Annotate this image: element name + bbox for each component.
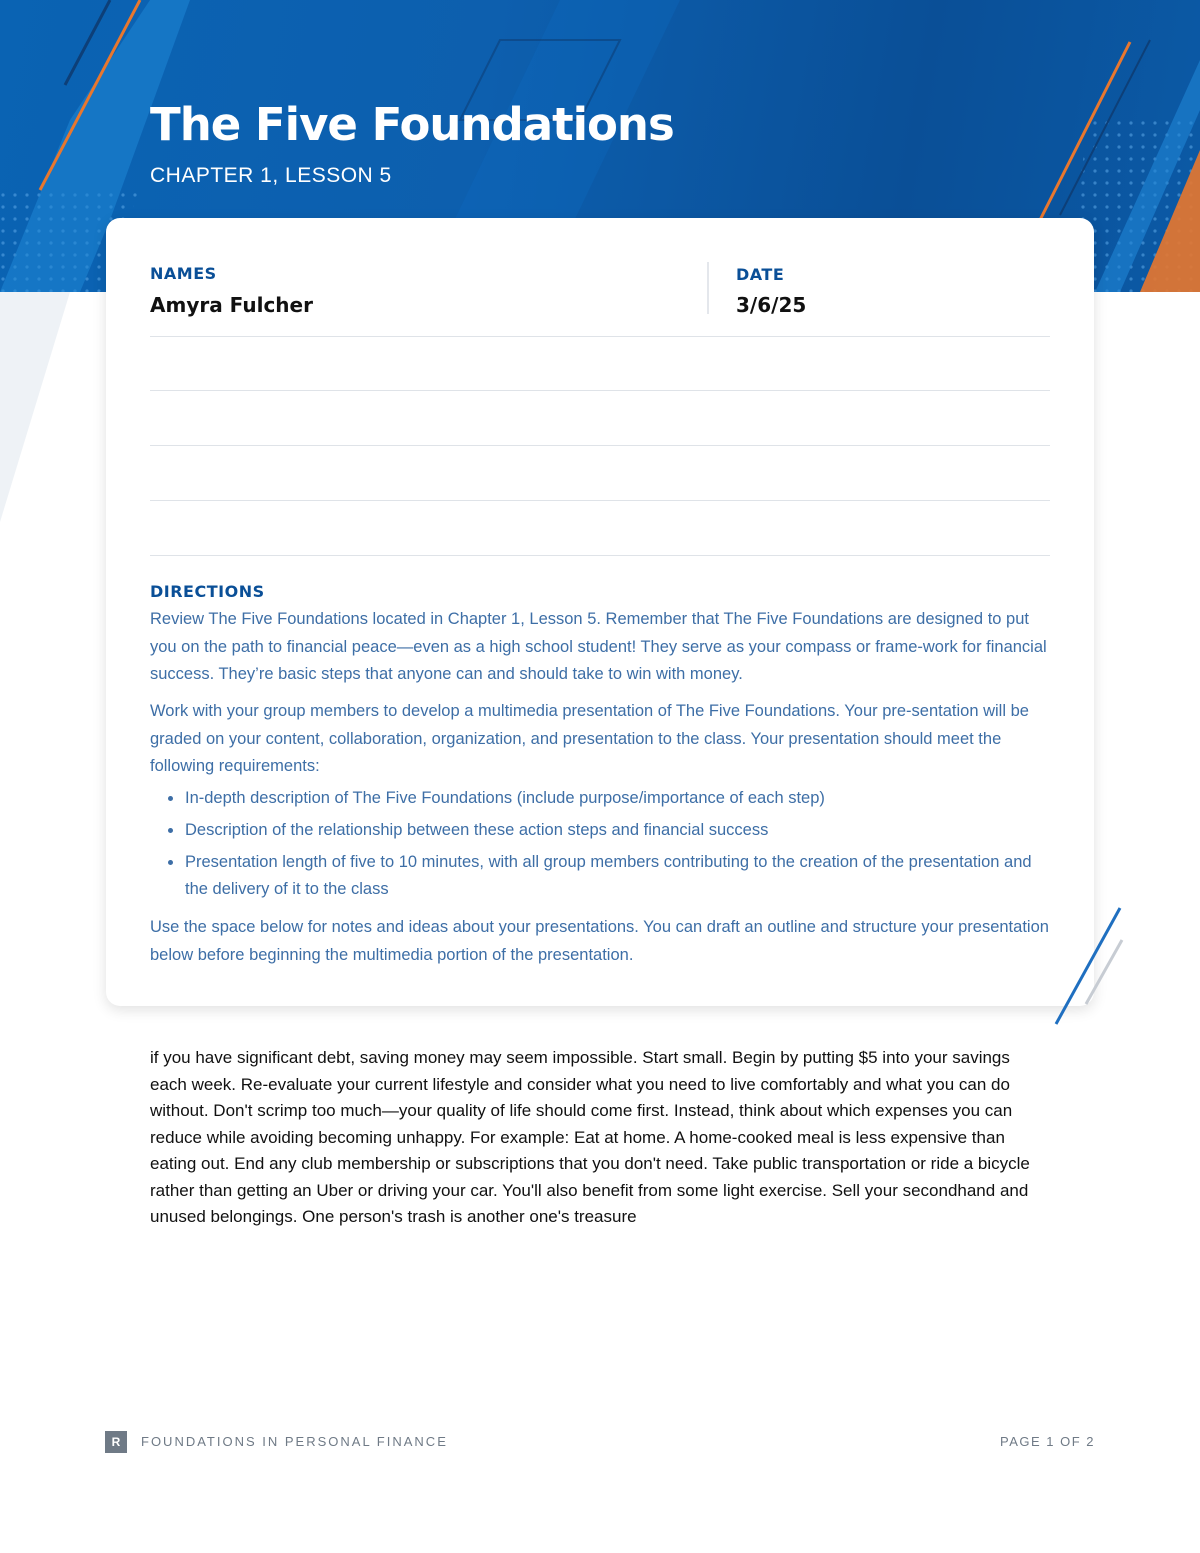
brand-logo-icon: R: [105, 1431, 127, 1453]
requirements-list: [150, 785, 1052, 908]
footer-course-title: FOUNDATIONS IN PERSONAL FINANCE: [141, 1434, 448, 1449]
name-line: [150, 500, 1050, 501]
directions-paragraph: Use the space below for notes and ideas about your presentations. You can draft an outline and structure your presentation below before beginning the multimedia portion of the presentation.: [150, 918, 1049, 964]
directions-paragraph: Work with your group members to develop a multimedia presentation of The Five Foundations. Your pre-sentation will be graded on your content, collaboration, organization, and presentation to the class. Your presentation should meet the following requirements:: [150, 702, 1029, 775]
student-notes[interactable]: if you have significant debt, saving money may seem impossible. Start small. Begin by putting $5 into your savings each week. Re-evaluate your current lifestyle and consider what you need to live comfortably and what you can do without. Don't scrimp too much—your quality of life should come first. Instead, think about which expenses you can reduce while avoiding becoming unhappy. For example: Eat at home. A home-cooked meal is less expensive than eating out. End any club membership or subscriptions that you don't need. Take public transportation or ride a bicycle rather than getting an Uber or driving your car. You'll also benefit from some light exercise. Sell your secondhand and unused belongings. One person's trash is another one's treasure: [150, 1048, 1030, 1226]
name-line: [150, 390, 1050, 391]
directions-paragraph: Review The Five Foundations located in Chapter 1, Lesson 5. Remember that The Five Foundations are designed to put you on the path to financial peace—even as a high school student! They serve as your compass or frame-work for financial success. They’re basic steps that anyone can and should take to win with money.: [150, 610, 1047, 683]
names-label: NAMES: [150, 264, 217, 283]
field-divider: [707, 262, 709, 314]
name-line: [150, 336, 1050, 337]
directions-heading: DIRECTIONS: [150, 582, 265, 601]
date-field[interactable]: 3/6/25: [736, 293, 807, 317]
list-item: Description of the relationship between these action steps and financial success: [150, 817, 1052, 844]
date-label: DATE: [736, 265, 785, 284]
name-line: [150, 445, 1050, 446]
list-item: Presentation length of five to 10 minutes, with all group members contributing to the creation of the presentation and the delivery of it to the class: [150, 849, 1052, 903]
worksheet-card: [106, 218, 1094, 1006]
list-item: In-depth description of The Five Foundations (include purpose/importance of each step): [150, 785, 1052, 812]
page-number: PAGE 1 OF 2: [999, 1434, 1095, 1449]
names-field[interactable]: Amyra Fulcher: [150, 293, 313, 317]
card-corner-decoration: [1040, 900, 1140, 1040]
name-line: [150, 555, 1050, 556]
page-title: The Five Foundations: [150, 98, 674, 151]
chapter-subtitle: CHAPTER 1, LESSON 5: [150, 164, 392, 187]
